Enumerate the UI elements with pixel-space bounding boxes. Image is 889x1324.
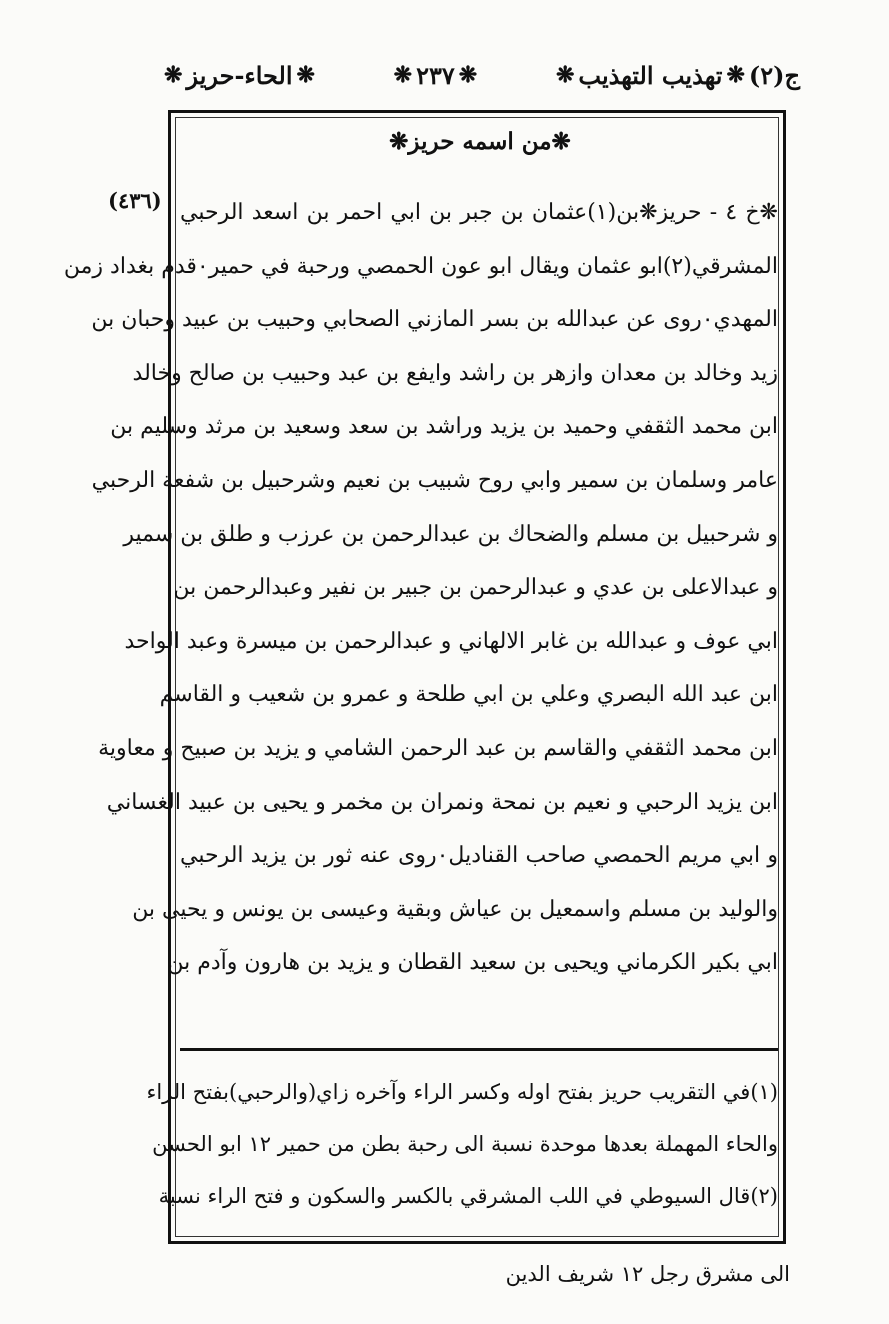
ornament-icon: ❋ (393, 62, 413, 88)
ornament-icon: ❋ (555, 62, 575, 88)
footnotes (146, 1066, 778, 1222)
body-line: ❋خ ٤ - حريز❋بن(١)عثمان بن جبر بن ابي احمر بن اسعد الرحبي (180, 200, 778, 225)
body-line: ابن يزيد الرحبي و نعيم بن نمحة ونمران بن مخمر و يحيى بن عبيد الغساني (106, 789, 778, 815)
body-line: ابن عبد الله البصري وعلي بن ابي طلحة و عمرو بن شعيب و القاسم (159, 682, 778, 708)
body-line: ابن محمد الثقفي وحميد بن يزيد وراشد بن سعد وسعيد بن مرثد وسليم بن (110, 414, 778, 440)
page-header (160, 55, 800, 95)
body-line: ابي بكير الكرماني ويحيى بن سعيد القطان و يزيد بن هارون وآدم بن (167, 950, 778, 976)
header-volume-book (552, 61, 800, 90)
header-book-title: تهذيب التهذيب (578, 60, 723, 90)
entry-number: (٤٣٦) (108, 188, 162, 213)
body-line: و عبدالاعلى بن عدي و عبدالرحمن بن جبير بن نفير وعبدالرحمن بن (173, 575, 778, 601)
body-line: و ابي مريم الحمصي صاحب القناديل٠روى عنه ثور بن يزيد الرحبي (180, 843, 778, 869)
header-section: الحاء-حريز (186, 60, 293, 90)
header-page-number: ٢٣٧ (416, 60, 455, 90)
ornament-icon: ❋ (296, 62, 315, 88)
ornament-icon: ❋ (458, 62, 478, 88)
header-section-group (160, 61, 319, 90)
section-title: ❋من اسمه حريز❋ (389, 128, 571, 155)
ornament-icon: ❋ (726, 62, 745, 88)
body-line: زيد وخالد بن معدان وازهر بن راشد وايفع بن عبد وحبيب بن صالح وخالد (132, 360, 778, 386)
ornament-icon: ❋ (164, 62, 183, 88)
footnote-line: والحاء المهملة بعدها موحدة نسبة الى رحبة بطن من حمير ١٢ ابو الحسن (152, 1132, 778, 1156)
footnote-continuation: الى مشرق رجل ١٢ شريف الدين (505, 1262, 790, 1286)
body-line: والوليد بن مسلم واسمعيل بن عياش وبقية وعيسى بن يونس و يحيى بن (132, 896, 778, 922)
header-volume: ج(٢) (748, 60, 800, 90)
footnote-line: (١)في التقريب حريز بفتح اوله وكسر الراء وآخره زاي(والرحبي)بفتح الراء (146, 1080, 778, 1104)
footnote-line: (٢)قال السيوطي في اللب المشرقي بالكسر والسكون و فتح الراء نسبة (158, 1184, 778, 1208)
body-line: ابن محمد الثقفي والقاسم بن عبد الرحمن الشامي و يزيد بن صبيح و معاوية (98, 735, 778, 761)
footnote-divider (180, 1048, 778, 1051)
body-line: عامر وسلمان بن سمير وابي روح شبيب بن نعيم وشرحبيل بن شفعة الرحبي (91, 467, 778, 493)
body-line: و شرحبيل بن مسلم والضحاك بن عبدالرحمن بن عرزب و طلق بن سمير (123, 521, 778, 547)
body-line: المهدي٠روى عن عبدالله بن بسر المازني الصحابي وحبيب بن عبيد وحبان بن (91, 307, 778, 333)
body-line: المشرقي(٢)ابو عثمان ويقال ابو عون الحمصي ورحبة في حمير٠قدم بغداد زمن (63, 253, 778, 279)
body-line: ابي عوف و عبدالله بن غابر الالهاني و عبدالرحمن بن ميسرة وعبد الواحد (124, 628, 778, 654)
header-page-group (390, 61, 482, 90)
